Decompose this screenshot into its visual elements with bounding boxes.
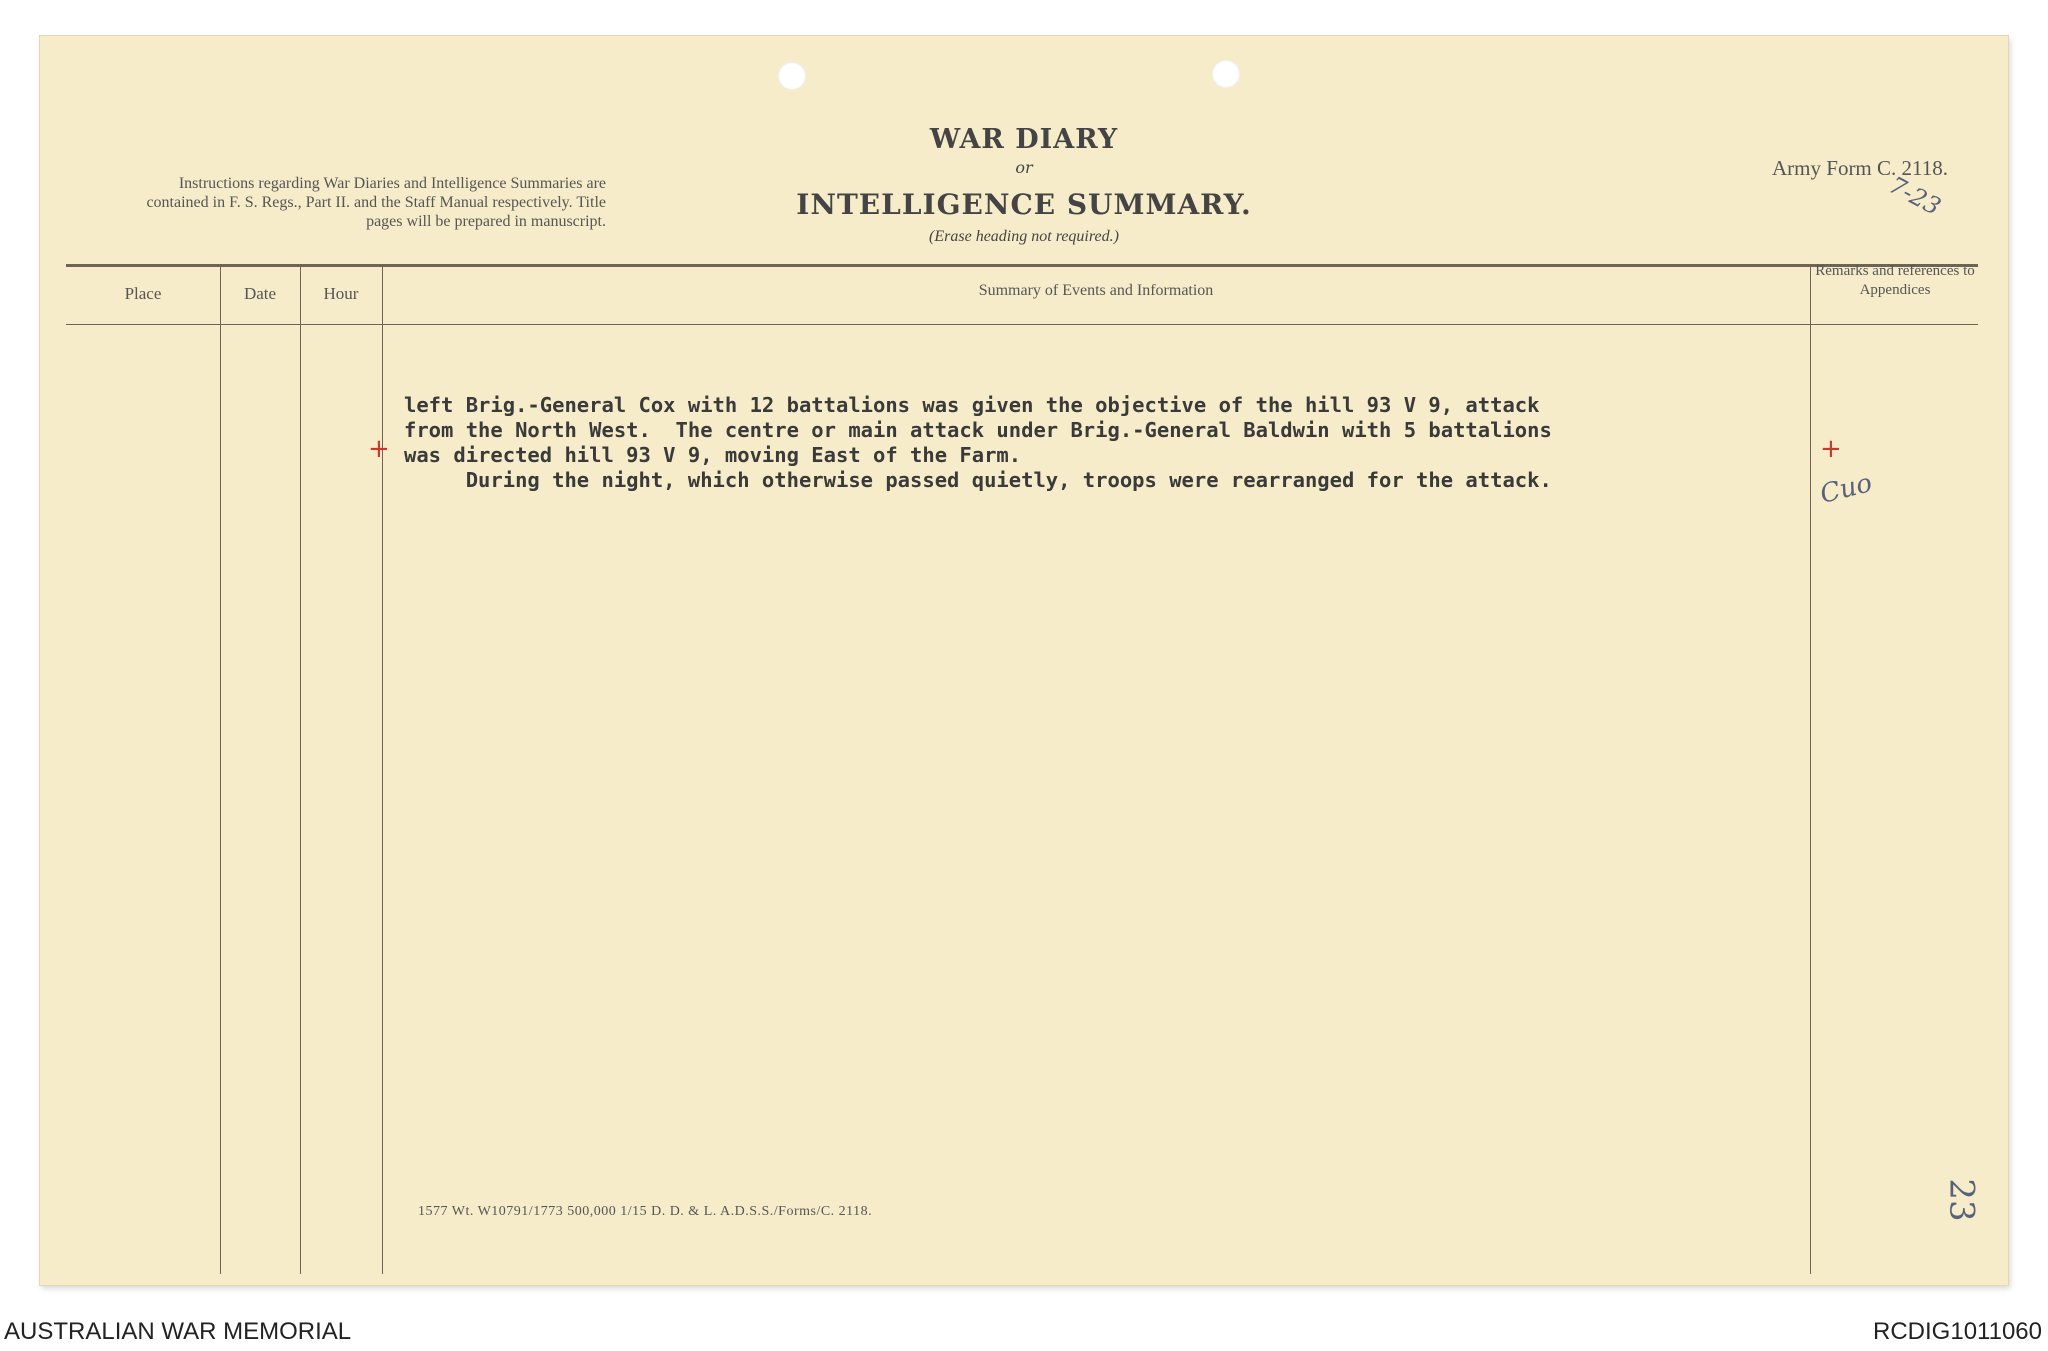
column-header-date: Date: [243, 284, 277, 303]
handwritten-page-number: 23: [1941, 1178, 1982, 1222]
war-diary-sheet: [40, 36, 2008, 1285]
table-top-rule: [66, 264, 1978, 267]
column-header-place: Place: [124, 284, 162, 303]
entry-line-4: During the night, which otherwise passed quietly, troops were rearranged for the attack.: [404, 468, 1552, 492]
column-header-summary: Summary of Events and Information: [978, 282, 1214, 299]
handwritten-margin-initials: Cuo: [1817, 468, 1876, 510]
column-header-hour: Hour: [323, 284, 359, 303]
handwritten-folio-note: 7-23: [1884, 170, 1946, 222]
title-intelligence-summary: INTELLIGENCE SUMMARY.: [796, 188, 1252, 221]
army-form-number: Army Form C. 2118.: [1772, 156, 1948, 180]
diary-entry-text: [404, 368, 1804, 518]
entry-line-1: left Brig.-General Cox with 12 battalions was given the objective of the hill 93 V 9, attack: [404, 393, 1540, 417]
credit-institution: AUSTRALIAN WAR MEMORIAL: [4, 1318, 352, 1345]
column-divider-summary-remarks: [1810, 264, 1811, 1274]
title-war-diary: WAR DIARY: [929, 124, 1119, 155]
instructions-text: Instructions regarding War Diaries and Intelligence Summaries are contained in F. S. Regs., Part II. and the Staff Manual respectively. Title pages will be prepared in manuscript.: [146, 175, 606, 230]
red-cross-mark-right: +: [1820, 434, 1842, 464]
punch-hole-left: [778, 62, 806, 90]
column-header-remarks: Remarks and references to Appendices: [1815, 263, 1975, 298]
entry-line-2: from the North West. The centre or main attack under Brig.-General Baldwin with 5 battalions: [404, 418, 1552, 442]
column-divider-place-date: [220, 264, 221, 1274]
red-cross-mark-left: +: [368, 434, 390, 464]
column-divider-hour-summary: [382, 264, 383, 1274]
erase-heading-note: (Erase heading not required.): [929, 228, 1119, 245]
credit-image-id: RCDIG1011060: [1873, 1318, 2042, 1345]
table-header-rule: [66, 324, 1978, 325]
entry-line-3: was directed hill 93 V 9, moving East of the Farm.: [404, 443, 1022, 467]
column-divider-date-hour: [300, 264, 301, 1274]
punch-hole-right: [1212, 60, 1240, 88]
form-print-code: 1577 Wt. W10791/1773 500,000 1/15 D. D. & L. A.D.S.S./Forms/C. 2118.: [418, 1204, 873, 1219]
title-or: or: [1015, 158, 1033, 177]
